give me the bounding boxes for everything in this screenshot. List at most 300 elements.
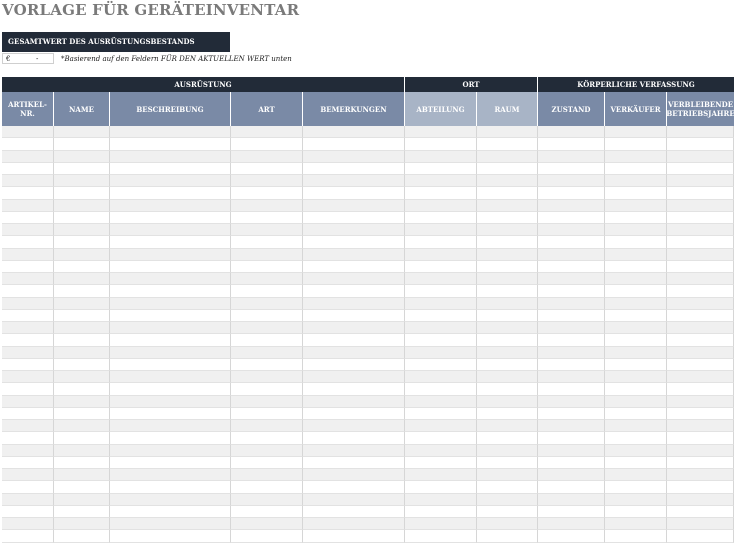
table-cell[interactable] [303,200,405,212]
table-cell[interactable] [303,518,405,530]
table-cell[interactable] [405,457,477,469]
table-cell[interactable] [54,518,110,530]
table-cell[interactable] [303,383,405,395]
table-cell[interactable] [405,530,477,542]
table-cell[interactable] [2,175,54,187]
table-cell[interactable] [405,408,477,420]
table-cell[interactable] [303,298,405,310]
table-cell[interactable] [667,457,734,469]
table-cell[interactable] [2,310,54,322]
table-cell[interactable] [110,408,231,420]
table-cell[interactable] [667,212,734,224]
table-cell[interactable] [405,151,477,163]
table-cell[interactable] [110,371,231,383]
table-cell[interactable] [605,298,667,310]
table-cell[interactable] [110,396,231,408]
table-cell[interactable] [405,506,477,518]
table-cell[interactable] [538,175,605,187]
table-cell[interactable] [405,396,477,408]
table-cell[interactable] [231,506,303,518]
table-cell[interactable] [405,445,477,457]
table-cell[interactable] [231,420,303,432]
table-cell[interactable] [477,310,538,322]
table-cell[interactable] [231,481,303,493]
table-cell[interactable] [54,138,110,150]
table-cell[interactable] [2,469,54,481]
table-cell[interactable] [54,506,110,518]
table-cell[interactable] [405,322,477,334]
table-cell[interactable] [667,494,734,506]
table-cell[interactable] [110,163,231,175]
table-cell[interactable] [110,530,231,542]
table-cell[interactable] [2,200,54,212]
table-cell[interactable] [538,322,605,334]
table-cell[interactable] [231,138,303,150]
table-cell[interactable] [110,273,231,285]
table-cell[interactable] [231,285,303,297]
table-cell[interactable] [538,212,605,224]
table-cell[interactable] [54,200,110,212]
table-cell[interactable] [405,138,477,150]
table-cell[interactable] [477,175,538,187]
table-cell[interactable] [2,457,54,469]
table-cell[interactable] [538,371,605,383]
table-cell[interactable] [231,322,303,334]
table-cell[interactable] [110,445,231,457]
table-cell[interactable] [303,494,405,506]
table-cell[interactable] [605,224,667,236]
table-cell[interactable] [405,175,477,187]
table-cell[interactable] [110,506,231,518]
table-cell[interactable] [231,126,303,138]
table-cell[interactable] [405,310,477,322]
table-cell[interactable] [2,432,54,444]
table-cell[interactable] [477,138,538,150]
table-cell[interactable] [538,408,605,420]
table-cell[interactable] [303,273,405,285]
table-cell[interactable] [605,285,667,297]
table-cell[interactable] [303,310,405,322]
table-cell[interactable] [303,236,405,248]
table-cell[interactable] [605,163,667,175]
total-value-cell[interactable] [2,53,54,64]
table-cell[interactable] [303,249,405,261]
table-cell[interactable] [110,236,231,248]
table-cell[interactable] [667,530,734,542]
table-cell[interactable] [54,273,110,285]
table-cell[interactable] [54,469,110,481]
table-cell[interactable] [405,200,477,212]
table-cell[interactable] [231,151,303,163]
table-cell[interactable] [605,469,667,481]
table-cell[interactable] [477,506,538,518]
table-cell[interactable] [477,469,538,481]
table-cell[interactable] [667,200,734,212]
table-cell[interactable] [477,445,538,457]
table-cell[interactable] [538,518,605,530]
table-cell[interactable] [667,432,734,444]
table-cell[interactable] [538,396,605,408]
table-cell[interactable] [405,481,477,493]
table-cell[interactable] [2,371,54,383]
table-cell[interactable] [605,383,667,395]
table-cell[interactable] [303,420,405,432]
table-cell[interactable] [477,408,538,420]
table-cell[interactable] [667,347,734,359]
table-cell[interactable] [54,457,110,469]
table-cell[interactable] [667,285,734,297]
table-cell[interactable] [110,310,231,322]
table-cell[interactable] [54,322,110,334]
table-cell[interactable] [303,347,405,359]
table-cell[interactable] [303,261,405,273]
table-cell[interactable] [605,457,667,469]
table-cell[interactable] [54,359,110,371]
table-cell[interactable] [477,322,538,334]
table-cell[interactable] [605,334,667,346]
table-cell[interactable] [54,261,110,273]
table-cell[interactable] [2,347,54,359]
table-cell[interactable] [110,359,231,371]
table-cell[interactable] [477,481,538,493]
table-cell[interactable] [303,530,405,542]
table-cell[interactable] [231,432,303,444]
table-cell[interactable] [405,163,477,175]
table-cell[interactable] [538,200,605,212]
table-cell[interactable] [538,530,605,542]
table-cell[interactable] [231,494,303,506]
table-cell[interactable] [110,285,231,297]
table-cell[interactable] [54,445,110,457]
table-cell[interactable] [477,187,538,199]
table-cell[interactable] [405,273,477,285]
table-cell[interactable] [110,518,231,530]
table-cell[interactable] [405,236,477,248]
table-cell[interactable] [605,530,667,542]
table-cell[interactable] [231,334,303,346]
table-cell[interactable] [231,396,303,408]
table-cell[interactable] [605,138,667,150]
table-cell[interactable] [303,432,405,444]
table-cell[interactable] [605,445,667,457]
table-cell[interactable] [667,273,734,285]
table-cell[interactable] [667,359,734,371]
table-cell[interactable] [538,187,605,199]
table-cell[interactable] [110,481,231,493]
table-cell[interactable] [303,151,405,163]
table-cell[interactable] [54,224,110,236]
table-cell[interactable] [667,261,734,273]
table-cell[interactable] [231,383,303,395]
table-cell[interactable] [538,298,605,310]
table-cell[interactable] [303,175,405,187]
table-cell[interactable] [54,310,110,322]
table-cell[interactable] [605,187,667,199]
table-cell[interactable] [605,175,667,187]
table-cell[interactable] [303,334,405,346]
table-cell[interactable] [477,151,538,163]
table-cell[interactable] [231,163,303,175]
table-cell[interactable] [110,457,231,469]
table-cell[interactable] [477,298,538,310]
table-cell[interactable] [110,432,231,444]
table-cell[interactable] [54,212,110,224]
table-cell[interactable] [667,126,734,138]
table-cell[interactable] [538,249,605,261]
table-cell[interactable] [231,371,303,383]
table-cell[interactable] [605,310,667,322]
table-cell[interactable] [667,518,734,530]
table-cell[interactable] [110,175,231,187]
table-cell[interactable] [54,236,110,248]
table-cell[interactable] [110,494,231,506]
table-cell[interactable] [2,396,54,408]
table-cell[interactable] [667,224,734,236]
table-cell[interactable] [667,236,734,248]
table-cell[interactable] [2,445,54,457]
table-cell[interactable] [605,126,667,138]
table-cell[interactable] [667,298,734,310]
table-cell[interactable] [667,469,734,481]
table-cell[interactable] [405,334,477,346]
table-cell[interactable] [110,249,231,261]
table-cell[interactable] [231,249,303,261]
table-cell[interactable] [405,224,477,236]
table-cell[interactable] [667,408,734,420]
table-cell[interactable] [538,261,605,273]
table-cell[interactable] [667,383,734,395]
table-cell[interactable] [477,273,538,285]
table-cell[interactable] [110,322,231,334]
table-cell[interactable] [2,236,54,248]
table-cell[interactable] [538,506,605,518]
table-cell[interactable] [54,151,110,163]
table-cell[interactable] [54,396,110,408]
table-cell[interactable] [2,518,54,530]
table-cell[interactable] [110,200,231,212]
table-cell[interactable] [538,420,605,432]
table-cell[interactable] [231,200,303,212]
table-cell[interactable] [54,187,110,199]
table-cell[interactable] [2,249,54,261]
table-cell[interactable] [2,408,54,420]
table-cell[interactable] [667,138,734,150]
table-cell[interactable] [605,273,667,285]
table-cell[interactable] [231,469,303,481]
table-cell[interactable] [110,469,231,481]
table-cell[interactable] [477,212,538,224]
table-cell[interactable] [605,212,667,224]
table-cell[interactable] [538,347,605,359]
table-cell[interactable] [477,236,538,248]
table-cell[interactable] [303,445,405,457]
table-cell[interactable] [605,359,667,371]
table-cell[interactable] [477,359,538,371]
table-cell[interactable] [2,285,54,297]
table-cell[interactable] [538,494,605,506]
table-cell[interactable] [405,347,477,359]
table-cell[interactable] [667,371,734,383]
table-cell[interactable] [605,408,667,420]
table-cell[interactable] [231,518,303,530]
table-cell[interactable] [110,420,231,432]
table-cell[interactable] [110,126,231,138]
table-cell[interactable] [2,420,54,432]
table-cell[interactable] [405,212,477,224]
table-cell[interactable] [405,285,477,297]
table-cell[interactable] [303,224,405,236]
table-cell[interactable] [667,445,734,457]
table-cell[interactable] [303,212,405,224]
table-cell[interactable] [54,347,110,359]
table-cell[interactable] [231,408,303,420]
table-cell[interactable] [231,224,303,236]
table-cell[interactable] [54,432,110,444]
table-cell[interactable] [477,224,538,236]
table-cell[interactable] [477,334,538,346]
table-cell[interactable] [231,212,303,224]
table-cell[interactable] [231,347,303,359]
table-cell[interactable] [477,285,538,297]
table-cell[interactable] [538,457,605,469]
table-cell[interactable] [667,310,734,322]
table-cell[interactable] [605,322,667,334]
table-cell[interactable] [667,151,734,163]
table-cell[interactable] [231,310,303,322]
table-cell[interactable] [303,457,405,469]
table-cell[interactable] [110,347,231,359]
table-cell[interactable] [303,138,405,150]
table-cell[interactable] [538,432,605,444]
table-cell[interactable] [405,371,477,383]
table-cell[interactable] [538,310,605,322]
table-cell[interactable] [2,212,54,224]
table-cell[interactable] [538,151,605,163]
table-cell[interactable] [405,494,477,506]
table-cell[interactable] [667,249,734,261]
table-cell[interactable] [303,408,405,420]
table-cell[interactable] [667,506,734,518]
table-cell[interactable] [2,383,54,395]
table-cell[interactable] [605,236,667,248]
table-cell[interactable] [303,322,405,334]
table-cell[interactable] [2,151,54,163]
table-cell[interactable] [538,334,605,346]
table-cell[interactable] [54,408,110,420]
table-cell[interactable] [667,334,734,346]
table-cell[interactable] [477,347,538,359]
table-cell[interactable] [2,163,54,175]
table-cell[interactable] [538,383,605,395]
table-cell[interactable] [405,298,477,310]
table-cell[interactable] [538,236,605,248]
table-cell[interactable] [2,187,54,199]
table-cell[interactable] [2,530,54,542]
table-cell[interactable] [303,163,405,175]
table-cell[interactable] [231,359,303,371]
table-cell[interactable] [538,224,605,236]
table-cell[interactable] [231,530,303,542]
table-cell[interactable] [2,322,54,334]
table-cell[interactable] [54,163,110,175]
table-cell[interactable] [231,445,303,457]
table-cell[interactable] [54,371,110,383]
table-cell[interactable] [231,175,303,187]
table-cell[interactable] [538,359,605,371]
table-cell[interactable] [477,163,538,175]
table-cell[interactable] [54,175,110,187]
table-cell[interactable] [54,249,110,261]
table-cell[interactable] [605,396,667,408]
table-cell[interactable] [405,420,477,432]
table-cell[interactable] [605,518,667,530]
table-cell[interactable] [2,261,54,273]
table-cell[interactable] [605,200,667,212]
table-cell[interactable] [538,163,605,175]
table-cell[interactable] [605,494,667,506]
table-cell[interactable] [303,396,405,408]
table-cell[interactable] [605,481,667,493]
table-cell[interactable] [667,396,734,408]
table-cell[interactable] [477,396,538,408]
table-cell[interactable] [54,530,110,542]
table-cell[interactable] [405,383,477,395]
table-cell[interactable] [303,359,405,371]
table-cell[interactable] [54,494,110,506]
table-cell[interactable] [2,494,54,506]
table-cell[interactable] [477,383,538,395]
table-cell[interactable] [231,261,303,273]
table-cell[interactable] [605,249,667,261]
table-cell[interactable] [605,261,667,273]
table-cell[interactable] [405,187,477,199]
table-cell[interactable] [477,420,538,432]
table-cell[interactable] [303,285,405,297]
table-cell[interactable] [667,163,734,175]
table-cell[interactable] [110,151,231,163]
table-cell[interactable] [303,371,405,383]
table-cell[interactable] [405,359,477,371]
table-cell[interactable] [110,224,231,236]
table-cell[interactable] [2,138,54,150]
table-cell[interactable] [405,261,477,273]
table-cell[interactable] [54,383,110,395]
table-cell[interactable] [538,285,605,297]
table-cell[interactable] [477,371,538,383]
table-cell[interactable] [2,273,54,285]
table-cell[interactable] [667,187,734,199]
table-cell[interactable] [477,457,538,469]
table-cell[interactable] [605,347,667,359]
table-cell[interactable] [110,212,231,224]
table-cell[interactable] [231,298,303,310]
table-cell[interactable] [605,506,667,518]
table-cell[interactable] [477,432,538,444]
table-cell[interactable] [667,420,734,432]
table-cell[interactable] [405,432,477,444]
table-cell[interactable] [303,481,405,493]
table-cell[interactable] [538,445,605,457]
table-cell[interactable] [110,298,231,310]
table-cell[interactable] [667,175,734,187]
table-cell[interactable] [477,126,538,138]
table-cell[interactable] [538,138,605,150]
table-cell[interactable] [605,371,667,383]
table-cell[interactable] [54,285,110,297]
table-cell[interactable] [2,224,54,236]
table-cell[interactable] [477,200,538,212]
table-cell[interactable] [477,494,538,506]
